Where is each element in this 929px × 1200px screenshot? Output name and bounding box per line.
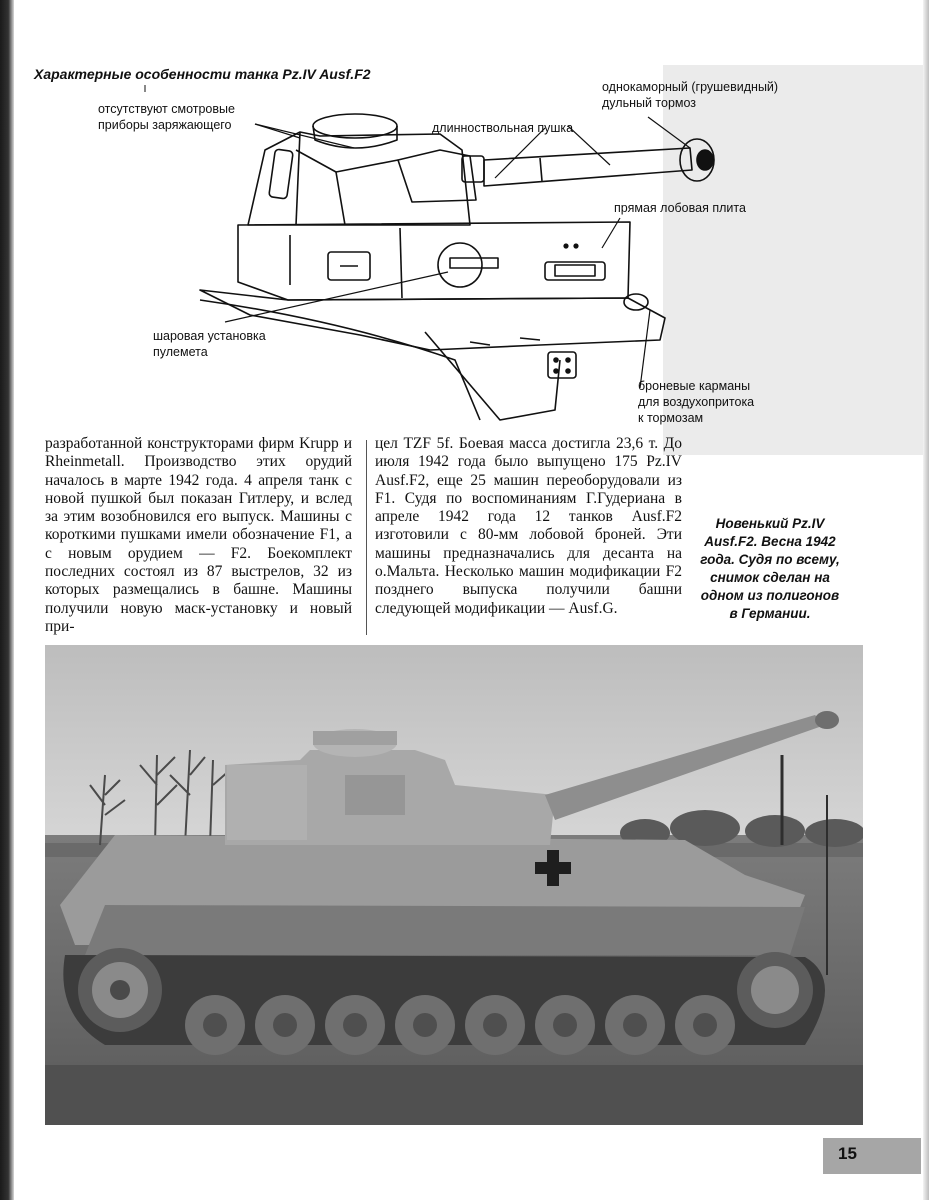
- callout-brake-vents: броневые карманы для воздухопритока к тормозам: [638, 379, 755, 425]
- column-divider: [366, 440, 367, 635]
- callout-muzzle-brake: однокаморный (грушевидный) дульный тормоз: [602, 80, 779, 110]
- gun-barrel: [484, 148, 692, 186]
- tank-diagram: [0, 0, 929, 460]
- tank-photo: [45, 645, 863, 1125]
- article-column-left: [45, 435, 352, 636]
- superstructure: [238, 222, 630, 300]
- leader-lines: [225, 117, 690, 388]
- article-text-right: цел TZF 5f. Боевая масса достигла 23,6 т. До июля 1942 года было выпущено 175 Pz.IV Ausf.F2, еще 25 машин переоборудовали из F1. Судя по воспоминаниям Г.Гудериана в апреле 1942 года 12 танков Ausf.F2 изготовили с 80-мм лобовой броней. Эти машины предназначались для десанта на о.Мальта. Несколько машин модификации F2 позднего выпуска получили башни следующей модификации — Ausf.G.: [375, 435, 682, 617]
- turret-body: [248, 132, 470, 225]
- callout-loader-vision: отсутствуют смотровые приборы заряжающего: [98, 102, 235, 132]
- page-number: 15: [838, 1144, 857, 1163]
- ball-mount: [438, 243, 482, 287]
- callout-long-gun: длинноствольная пушка: [432, 121, 574, 135]
- cupola-side: [313, 126, 397, 148]
- callout-mg-mount: шаровая установка пулемета: [153, 329, 266, 359]
- callout-front-plate: прямая лобовая плита: [614, 201, 746, 215]
- photo-caption: Новенький Pz.IV Ausf.F2. Весна 1942 года. Судя по всему, снимок сделан на одном из полигонов в Германии.: [700, 516, 840, 621]
- article-column-right: [375, 435, 682, 618]
- article-text-left: разработанной конструкторами фирм Krupp и Rheinmetall. Производство этих орудий началось в марте 1942 года. 4 апреля танк с новой пушкой был показан Гитлеру, и вслед за этим возобновился его выпуск. Машины с короткими пушками имели обозначение F1, а с новым орудием — F2. Боекомплект последних состоял из 87 выстрелов, 32 из которых размещались в башне. Машины получили новую маск-установку и новый при-: [45, 435, 352, 635]
- diagram-title: Характерные особенности танка Pz.IV Ausf.F2: [34, 66, 371, 82]
- side-hatch: [269, 149, 294, 199]
